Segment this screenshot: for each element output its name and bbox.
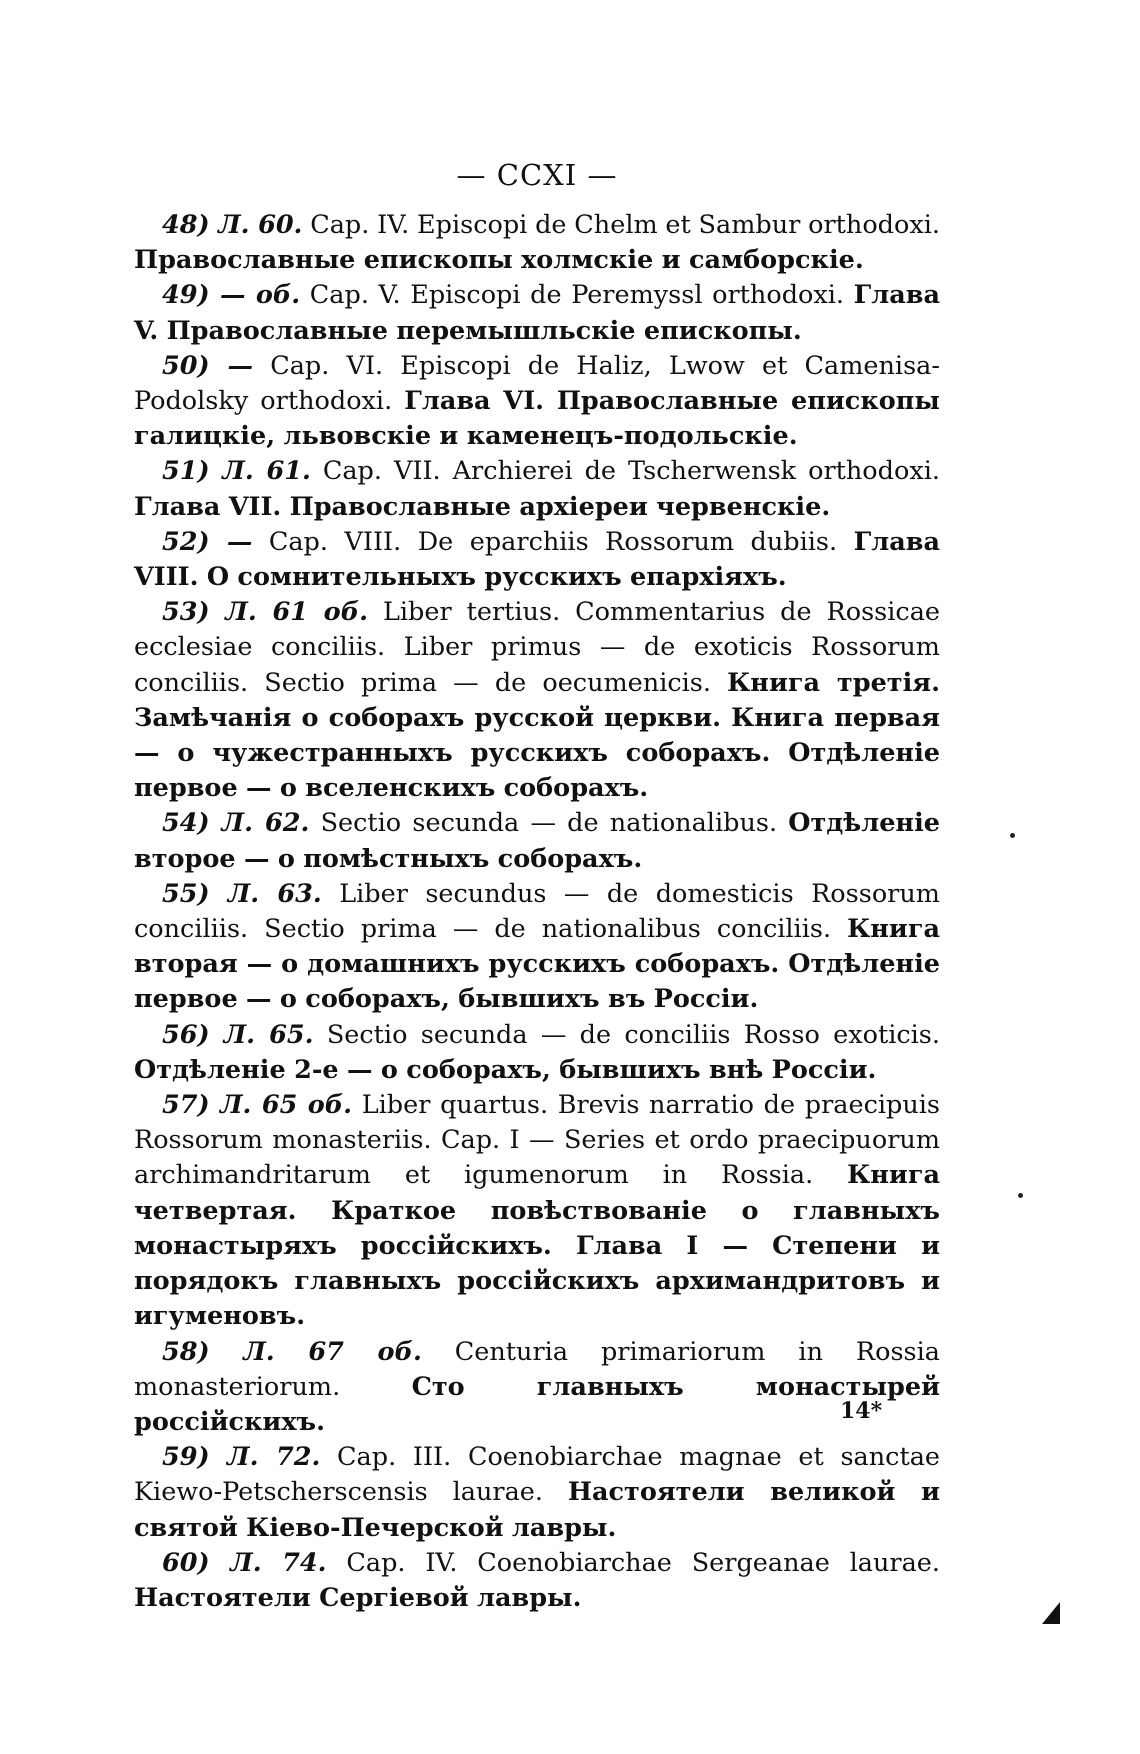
entry-russian-text: Настоятели Сергіевой лавры.	[134, 1582, 582, 1613]
entry-list	[134, 208, 940, 1616]
entry-russian-text: Сто главныхъ монастырей россійскихъ.	[134, 1371, 940, 1437]
entry-russian-text: Православные епископы холмскіе и самборскіе.	[134, 245, 864, 276]
entry-latin-text: Cap. III. Coenobiarchae magnae et sanctae Kiewo-Petscherscensis laurae.	[134, 1442, 940, 1508]
entry-latin-text: Cap. V. Episcopi de Peremyssl orthodoxi.	[300, 280, 854, 311]
entry-number: 50) —	[162, 350, 254, 381]
entry-number: 58) Л. 67 об.	[162, 1336, 422, 1367]
entry-latin-text: Cap. VI. Episcopi de Haliz, Lwow et Camenisa-Podolsky orthodoxi.	[134, 350, 940, 417]
entry-latin-text: Sectio secunda — de conciliis Rosso exoticis.	[313, 1019, 940, 1050]
entry-latin-text: Cap. VIII. De eparchiis Rossorum dubiis.	[252, 526, 854, 557]
catalog-entry	[134, 1546, 940, 1616]
entry-russian-text: Настоятели великой и святой Кіево-Печерской лавры.	[134, 1477, 940, 1543]
catalog-entry	[134, 1018, 940, 1088]
entry-number: 56) Л. 65.	[162, 1019, 314, 1050]
catalog-entry	[134, 595, 940, 806]
entry-number: 57) Л. 65 об.	[162, 1090, 353, 1121]
entry-latin-text: Sectio secunda — de nationalibus.	[309, 808, 789, 839]
entry-russian-text: Глава V. Православные перемышльскіе епископы.	[134, 280, 940, 346]
catalog-entry	[134, 525, 940, 595]
catalog-entry	[134, 208, 940, 278]
entry-number: 60) Л. 74.	[162, 1547, 327, 1578]
entry-latin-text: Liber secundus — de domesticis Rossorum conciliis. Sectio prima — de nationalibus conciliis.	[134, 878, 940, 945]
entry-number: 59) Л. 72.	[162, 1442, 321, 1473]
page-header: — CCXI —	[456, 158, 618, 192]
entry-latin-text: Liber tertius. Commentarius de Rossicae ecclesiae conciliis. Liber primus — de exoticis Rossorum conciliis. Sectio prima — de oecumenicis.	[134, 597, 940, 698]
entry-russian-text: Книга четвертая. Краткое повѣствованіе о главныхъ монастыряхъ россійскихъ. Глава I — Степени и порядокъ главныхъ россійскихъ архимандритовъ и игуменовъ.	[134, 1160, 940, 1332]
entry-latin-text: Cap. VII. Archierei de Tscherwensk orthodoxi.	[310, 456, 940, 487]
document-page	[134, 158, 940, 1616]
catalog-entry	[134, 806, 940, 876]
catalog-entry	[134, 278, 940, 348]
entry-russian-text: Глава VII. Православные архіереи червенскіе.	[134, 491, 831, 522]
entry-russian-text: Глава VI. Православные епископы галицкіе, львовскіе и каменецъ-подольскіе.	[134, 386, 940, 452]
printer-signature: 14*	[840, 1398, 883, 1424]
entry-russian-text: Отдѣленіе 2-е — о соборахъ, бывшихъ внѣ Россіи.	[134, 1054, 877, 1085]
entry-number: 54) Л. 62.	[162, 808, 310, 839]
entry-latin-text: Liber quartus. Brevis narratio de praecipuis Rossorum monasteriis. Cap. I — Series et ordo praecipuorum archimandritarum et igumenorum in Rossia.	[134, 1090, 940, 1191]
entry-russian-text: Отдѣленіе второе — о помѣстныхъ соборахъ.	[134, 808, 940, 874]
entry-russian-text: Глава VIII. О сомнительныхъ русскихъ епархіяхъ.	[134, 526, 940, 593]
catalog-entry	[134, 1088, 940, 1334]
catalog-entry	[134, 1335, 940, 1441]
entry-latin-text: Cap. IV. Coenobiarchae Sergeanae laurae.	[326, 1547, 940, 1578]
entry-number: 48) Л. 60.	[162, 210, 303, 240]
speck-dot	[1010, 833, 1015, 838]
corner-mark-icon	[1040, 1600, 1062, 1626]
entry-latin-text: Centuria primariorum in Rossia monasteriorum.	[134, 1336, 940, 1402]
entry-number: 53) Л. 61 об.	[162, 597, 368, 628]
entry-russian-text: Книга третія. Замѣчанія о соборахъ русской церкви. Книга первая — о чужестранныхъ русскихъ соборахъ. Отдѣленіе первое — о вселенскихъ соборахъ.	[134, 667, 940, 804]
speck-dot	[1018, 1193, 1023, 1198]
entry-number: 49) — об.	[162, 280, 301, 311]
catalog-entry	[134, 454, 940, 524]
entry-russian-text: Книга вторая — о домашнихъ русскихъ соборахъ. Отдѣленіе первое — о соборахъ, бывшихъ въ Россіи.	[134, 914, 940, 1015]
entry-number: 52) —	[162, 526, 253, 557]
entry-latin-text: Cap. IV. Episcopi de Chelm et Sambur orthodoxi.	[302, 210, 940, 240]
catalog-entry	[134, 877, 940, 1018]
catalog-entry	[134, 349, 940, 455]
entry-number: 51) Л. 61.	[162, 456, 311, 487]
catalog-entry	[134, 1440, 940, 1546]
entry-number: 55) Л. 63.	[162, 878, 322, 909]
